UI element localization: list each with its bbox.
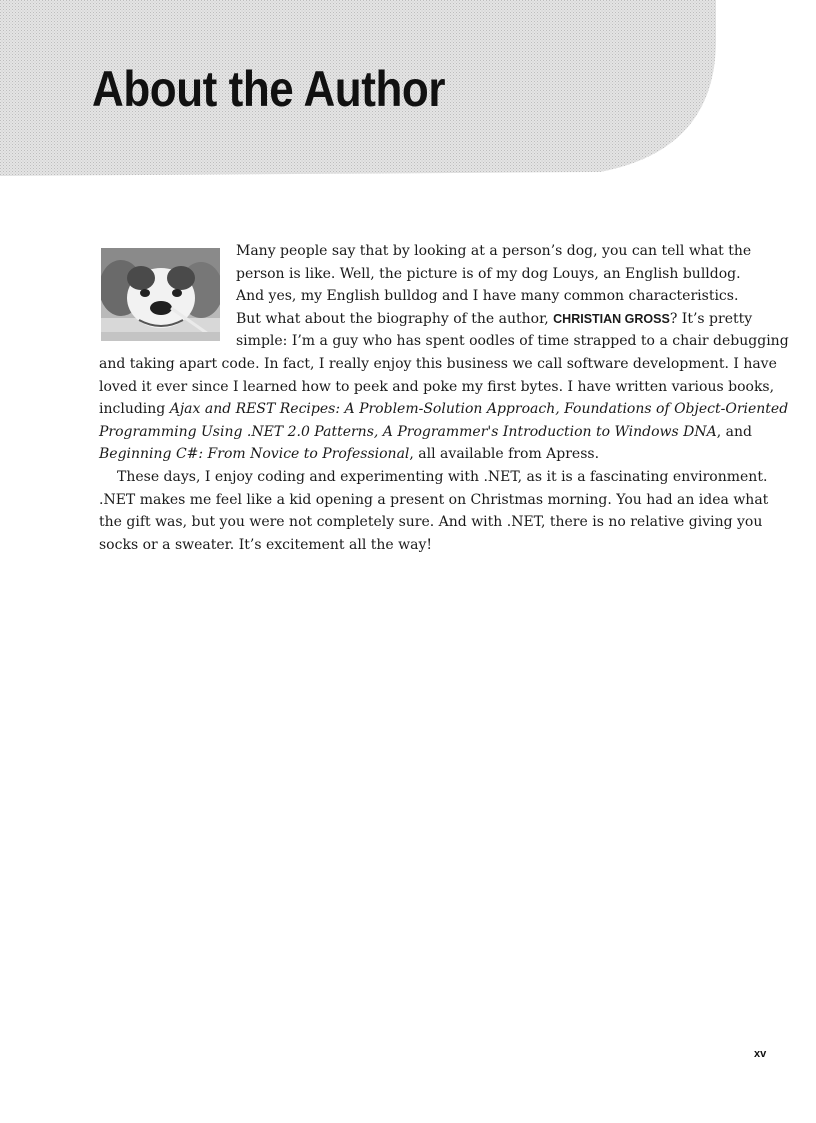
bio-line: And yes, my English bulldog and I have many common characteristics. xyxy=(236,288,739,305)
bio-line: These days, I enjoy coding and experimenting with .NET, as it is a fascinating environment. xyxy=(117,468,768,485)
bio-line: person is like. Well, the picture is of my dog Louys, an English bulldog. xyxy=(236,265,741,282)
bio-line xyxy=(99,421,752,444)
bio-text: But what about the biography of the author, xyxy=(236,310,549,327)
bio-line: Many people say that by looking at a person’s dog, you can tell what the xyxy=(236,243,752,259)
bio-line: loved it ever since I learned how to peek and poke my first bytes. I have written various books, xyxy=(99,378,775,395)
bio-line xyxy=(99,398,789,421)
bio-line: and taking apart code. In fact, I really enjoy this business we call software development. I have xyxy=(99,355,777,372)
bio-line xyxy=(99,443,716,466)
bio-text: , and xyxy=(716,423,752,440)
page-title: About the Author xyxy=(92,61,446,117)
bio-line: the gift was, but you were not completely sure. And with .NET, there is no relative giving you xyxy=(99,514,763,531)
bio-text: including xyxy=(99,401,166,418)
book-titles: Ajax and REST Recipes: A Problem-Solution Approach, Foundations of Object-Oriented xyxy=(169,401,789,418)
bio-text: ? It’s pretty xyxy=(669,310,753,327)
page-number: xv xyxy=(754,1048,767,1060)
bio-text: , all available from Apress. xyxy=(409,446,600,463)
author-name: CHRISTIAN GROSS xyxy=(553,311,670,326)
book-titles: Programming Using .NET 2.0 Patterns, A Programmer's Introduction to Windows DNA xyxy=(99,423,717,440)
bio-line: simple: I’m a guy who has spent oodles of time strapped to a chair debugging xyxy=(236,333,789,350)
author-biography xyxy=(99,240,789,556)
book-title: Beginning C#: From Novice to Professional xyxy=(99,446,410,463)
bio-line: socks or a sweater. It’s excitement all the way! xyxy=(99,536,433,553)
bio-line xyxy=(99,308,753,331)
bio-paragraph-2 xyxy=(99,466,769,556)
bio-line: .NET makes me feel like a kid opening a present on Christmas morning. You had an idea what xyxy=(99,491,769,508)
bio-paragraph-1 xyxy=(99,240,789,466)
